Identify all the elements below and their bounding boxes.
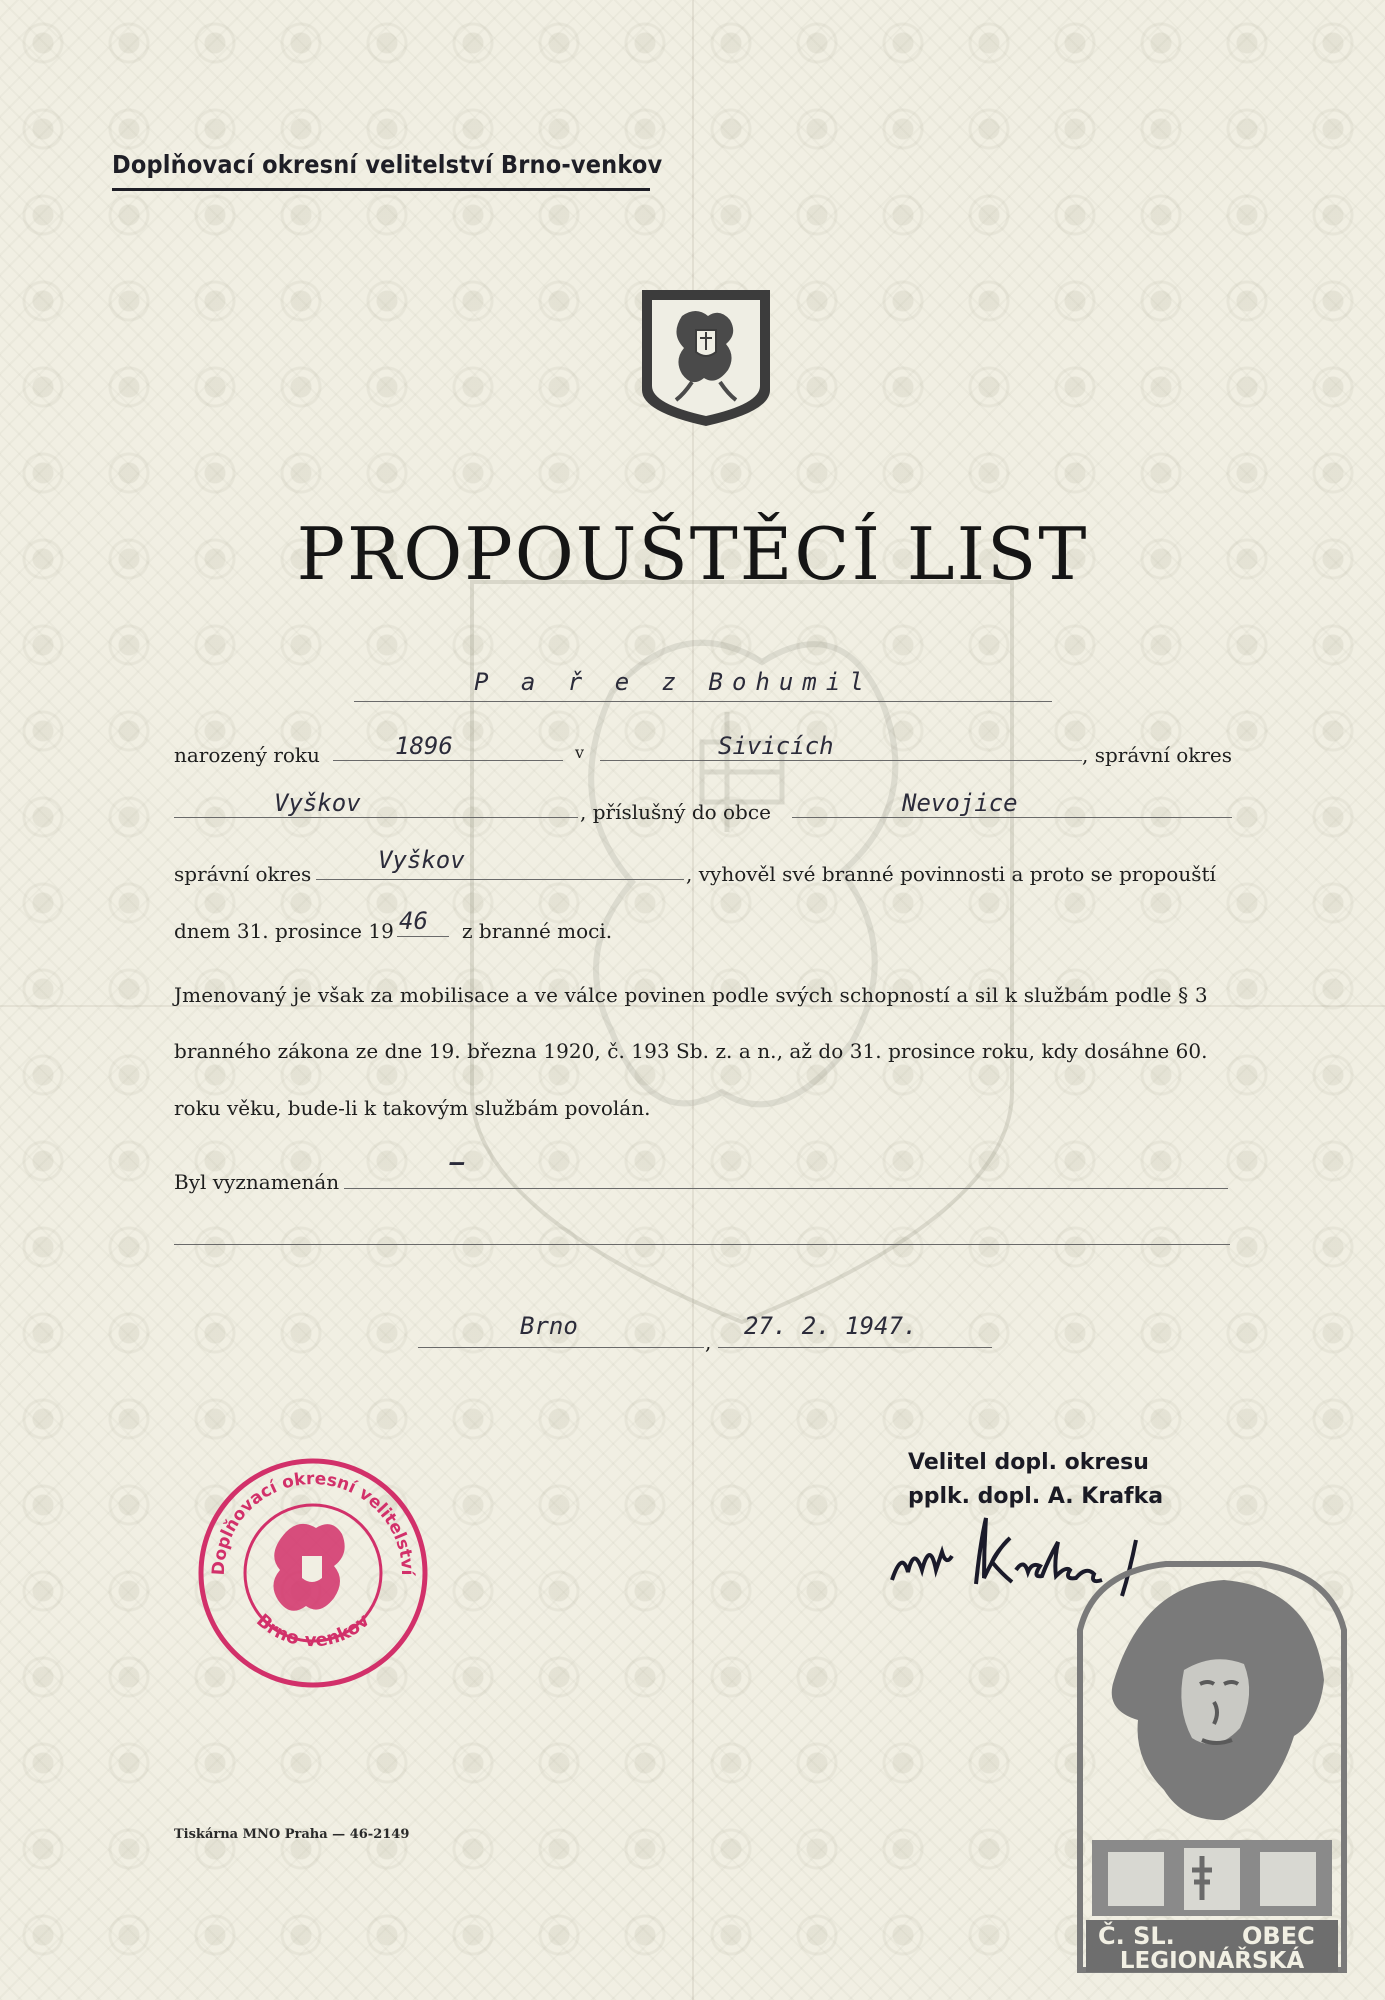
body-line-3: roku věku, bude-li k takovým službám povolán. <box>174 1096 651 1120</box>
logo-text-line-3: LEGIONÁŘSKÁ <box>1119 1948 1305 1974</box>
seal-text-top: Doplňovací okresní velitelství <box>208 1468 418 1576</box>
year-suffix-value: 46 <box>399 907 428 935</box>
place-line <box>418 1347 704 1348</box>
signatory-stamp-line-2: pplk. dopl. A. Krafka <box>908 1484 1164 1509</box>
date-value: 27. 2. 1947. <box>744 1312 918 1340</box>
discharge-date-label: dnem 31. prosince 19 <box>174 919 394 943</box>
name-line <box>354 701 1052 702</box>
district-line-2 <box>316 879 684 880</box>
decorated-line <box>344 1188 1228 1189</box>
svg-text:Brno-venkov <box>252 1610 374 1651</box>
decorated-value: – <box>450 1148 465 1176</box>
logo-text-line-1: Č. SL. <box>1098 1922 1175 1950</box>
born-year-line <box>333 760 563 761</box>
year-suffix-line <box>397 936 449 937</box>
birthplace-value: Sivicích <box>718 732 834 760</box>
district-value-2: Vyškov <box>378 846 465 874</box>
decorated-extra-line <box>174 1244 1230 1245</box>
district-line-1 <box>174 817 578 818</box>
district-label-1: , správní okres <box>1082 743 1233 767</box>
place-value: Brno <box>520 1312 578 1340</box>
printer-imprint: Tiskárna MNO Praha — 46-2149 <box>174 1827 410 1842</box>
logo-text-line-2: OBEC <box>1242 1922 1315 1950</box>
header-stamp: Doplňovací okresní velitelství Brno-venkov <box>112 150 663 179</box>
fulfilled-duty-text: , vyhověl své branné povinnosti a proto se propouští <box>686 862 1216 886</box>
from-armed-forces-text: z branné moci. <box>462 919 613 943</box>
born-year-value: 1896 <box>395 732 453 760</box>
person-name: P a ř e z Bohumil <box>474 668 873 696</box>
district-label-2: správní okres <box>174 862 312 886</box>
body-line-2: branného zákona ze dne 19. března 1920, č. 193 Sb. z. a n., až do 31. prosince roku, kdy dosáhne 60. <box>174 1039 1208 1063</box>
date-line <box>718 1347 992 1348</box>
signatory-stamp <box>908 1446 1163 1514</box>
municipality-value: Nevojice <box>902 789 1018 817</box>
district-value-1: Vyškov <box>274 789 361 817</box>
signatory-stamp-line-1: Velitel dopl. okresu <box>908 1450 1149 1475</box>
official-red-seal <box>194 1454 432 1692</box>
coat-of-arms-icon <box>638 286 774 430</box>
legion-society-logo <box>1074 1560 1350 1978</box>
document-title: PROPOUŠTĚCÍ LIST <box>296 512 1089 596</box>
municipality-line <box>792 817 1232 818</box>
decorated-label: Byl vyznamenán <box>174 1170 340 1194</box>
birthplace-prep-label: v <box>575 743 585 762</box>
place-date-comma: , <box>705 1330 712 1354</box>
birthplace-line <box>600 760 1082 761</box>
body-line-1: Jmenovaný je však za mobilisace a ve válce povinen podle svých schopností a sil k službám podle § 3 <box>174 983 1208 1007</box>
born-year-label: narozený roku <box>174 743 320 767</box>
municipality-label: , příslušný do obce <box>580 800 771 824</box>
seal-text-bottom: Brno-venkov <box>252 1610 374 1652</box>
header-stamp-underline <box>112 188 650 191</box>
